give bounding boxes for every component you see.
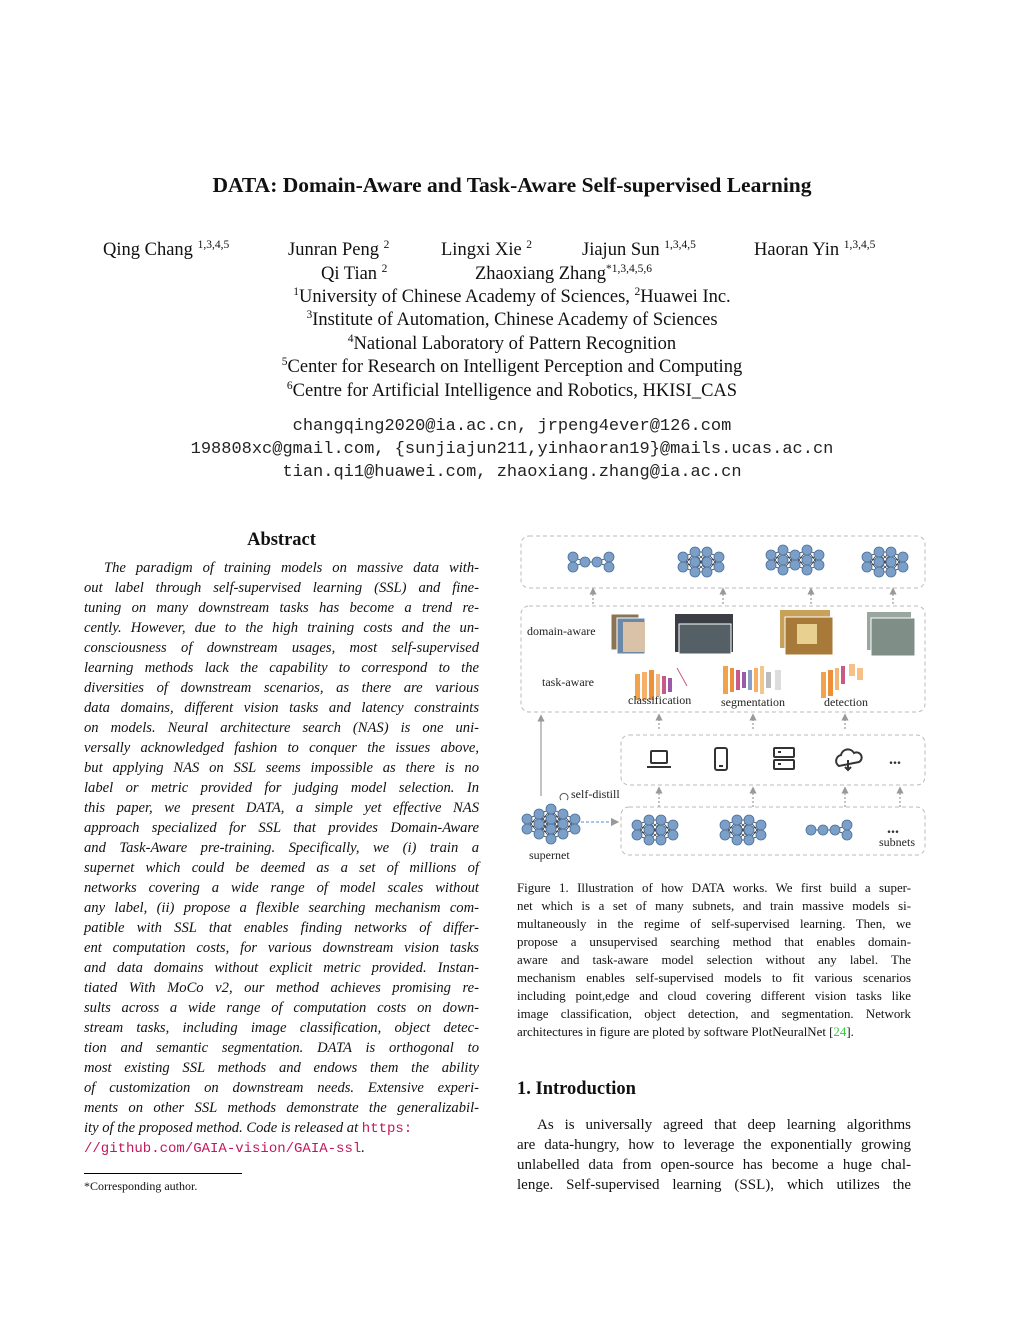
network-node xyxy=(714,552,724,562)
network-node xyxy=(790,560,800,570)
network-node xyxy=(802,545,812,555)
network-node xyxy=(644,825,654,835)
network-node xyxy=(898,552,908,562)
network-node xyxy=(558,819,568,829)
affiliation: $^6$Centre for Artificial Intelligence and Robotics, HKISI_CAS xyxy=(286,379,738,401)
network-node xyxy=(522,824,532,834)
affiliation: $^3$Institute of Automation, Chinese Academy of Sciences xyxy=(306,308,718,330)
domain-images xyxy=(611,610,915,656)
network-node xyxy=(778,555,788,565)
abstract-line: consciousness of downstream usages, most self-supervised xyxy=(84,640,479,656)
network-node xyxy=(668,830,678,840)
abstract-heading: Abstract xyxy=(247,530,316,550)
network-node xyxy=(690,547,700,557)
intro-line: As is universally agreed that deep learning algorithms xyxy=(537,1117,911,1133)
figure-caption xyxy=(517,879,911,1041)
email-line: changqing2020@ia.ac.cn, jrpeng4ever@126.com xyxy=(292,417,732,436)
network-node xyxy=(744,825,754,835)
network-node xyxy=(814,550,824,560)
more-subnets: ... xyxy=(887,820,899,837)
network-node xyxy=(604,562,614,572)
abstract-line: label or metric provided for judging model selection. In xyxy=(84,780,479,796)
network-node xyxy=(522,814,532,824)
abstract-line: stream tasks, including image classification, object detec- xyxy=(84,1020,479,1036)
network-node xyxy=(732,835,742,845)
domain-aware-label: domain-aware xyxy=(527,624,596,638)
caption-text: including point,edge and cloud covering different vision tasks like xyxy=(517,989,911,1003)
email-line: tian.qi1@huawei.com, zhaoxiang.zhang@ia.ac.cn xyxy=(282,463,742,482)
abstract-line: versally acknowledged fashion to conquer the issues above, xyxy=(84,740,479,756)
caption-text: Figure 1. Illustration of how DATA works. We first build a super- xyxy=(517,881,911,895)
supernet-graph xyxy=(522,804,580,844)
network-node xyxy=(802,565,812,575)
server-icon xyxy=(774,748,794,769)
paper-title: DATA: Domain-Aware and Task-Aware Self-supervised Learning xyxy=(212,173,812,197)
network-node xyxy=(790,550,800,560)
section-heading: 1. Introduction xyxy=(517,1079,636,1099)
top-networks xyxy=(568,545,908,577)
network-node xyxy=(702,567,712,577)
network-node xyxy=(806,825,816,835)
abstract-line-text: ity of the proposed method. Code is released at xyxy=(84,1120,359,1136)
subnets-label: subnets xyxy=(879,835,915,849)
network-node xyxy=(886,567,896,577)
network-node xyxy=(690,557,700,567)
network-node xyxy=(874,567,884,577)
network-node xyxy=(874,557,884,567)
affiliation: $^1$University of Chinese Academy of Sciences, $^2$Huawei Inc. xyxy=(293,285,731,307)
classification-label: classification xyxy=(628,693,692,707)
network-node xyxy=(568,552,578,562)
network-node xyxy=(756,830,766,840)
laptop-icon xyxy=(647,751,671,767)
caption-line xyxy=(517,915,911,933)
caption-text: aware and task-aware model selection without any label. The xyxy=(517,953,911,967)
network-node xyxy=(570,824,580,834)
author: Haoran Yin $^{1,3,4,5}$ xyxy=(754,238,876,260)
author: Lingxi Xie $^2$ xyxy=(441,238,533,260)
network-node xyxy=(702,557,712,567)
network-node xyxy=(678,552,688,562)
caption-text: image classification, object detection, and segmentation. Network xyxy=(517,1007,911,1021)
network-node xyxy=(546,804,556,814)
network-node xyxy=(842,830,852,840)
affiliation: $^4$National Laboratory of Pattern Recognition xyxy=(347,332,677,354)
network-node xyxy=(756,820,766,830)
author: Zhaoxiang Zhang$^{*1,3,4,5,6}$ xyxy=(475,262,652,284)
abstract-line: learning methods lack the capability to correspond to the xyxy=(84,660,479,676)
intro-body xyxy=(517,1115,911,1195)
network-node xyxy=(534,809,544,819)
detection-label: detection xyxy=(824,695,868,709)
network-node xyxy=(656,835,666,845)
network-node xyxy=(778,545,788,555)
network-node xyxy=(720,830,730,840)
network-node xyxy=(766,560,776,570)
network-node xyxy=(558,829,568,839)
network-node xyxy=(656,825,666,835)
abstract-line: and Task-Aware pre-training. Specifically, we (i) train a xyxy=(84,840,479,856)
network-node xyxy=(644,835,654,845)
abstract-line xyxy=(84,1118,479,1138)
code-link[interactable]: //github.com/GAIA-vision/GAIA-ssl xyxy=(84,1141,362,1157)
caption-line xyxy=(517,969,911,987)
network-node xyxy=(546,814,556,824)
network-node xyxy=(632,830,642,840)
intro-line: lenge. Self-supervised learning (SSL), which utilizes the xyxy=(517,1177,911,1193)
caption-line xyxy=(517,933,911,951)
abstract-line: tuning on many downstream tasks has become a trend re- xyxy=(84,600,479,616)
phone-icon xyxy=(715,748,727,770)
caption-line xyxy=(517,879,911,897)
caption-text: mechanism enables self-supervised models to fit various scenarios xyxy=(517,971,911,985)
network-node xyxy=(862,562,872,572)
network-node xyxy=(714,562,724,572)
abstract-line xyxy=(84,1138,479,1158)
network-node xyxy=(778,565,788,575)
self-distill-icon xyxy=(560,793,568,800)
network-node xyxy=(802,555,812,565)
abstract-line: patible with SSL that enables finding networks of differ- xyxy=(84,920,479,936)
author: Jiajun Sun $^{1,3,4,5}$ xyxy=(582,238,696,260)
network-node xyxy=(830,825,840,835)
self-distill-label: self-distill xyxy=(571,787,620,801)
abstract-line: but applying NAS on SSL seems impossible as there is no xyxy=(84,760,479,776)
segmentation-label: segmentation xyxy=(721,695,785,709)
caption-line xyxy=(517,987,911,1005)
network-node xyxy=(814,560,824,570)
network-node xyxy=(702,547,712,557)
network-node xyxy=(766,550,776,560)
network-node xyxy=(580,557,590,567)
network-node xyxy=(744,835,754,845)
network-node xyxy=(534,819,544,829)
network-node xyxy=(534,829,544,839)
abstract-line: cently. However, due to the high training costs and the un- xyxy=(84,620,479,636)
cloud-icon xyxy=(836,749,861,770)
network-node xyxy=(632,820,642,830)
email-line: 198808xc@gmail.com, {sunjiajun211,yinhaoran19}@mails.ucas.ac.cn xyxy=(190,440,834,459)
abstract-line-end: . xyxy=(361,1140,365,1156)
caption-line xyxy=(517,951,911,969)
caption-line xyxy=(517,1005,911,1023)
network-node xyxy=(546,824,556,834)
figure-1 xyxy=(515,532,930,864)
abstract-line: of customization on downstream needs. Extensive experi- xyxy=(84,1080,479,1096)
caption-line xyxy=(517,897,911,915)
caption-line xyxy=(517,1023,911,1041)
task-aware-label: task-aware xyxy=(542,675,594,689)
author-row-1 xyxy=(0,240,1024,264)
abstract-line: tion and semantic segmentation. DATA is orthogonal to xyxy=(84,1040,479,1056)
supernet-label: supernet xyxy=(529,848,570,862)
abstract-line: tiated With MoCo v2, our method achieves promising re- xyxy=(84,980,479,996)
network-node xyxy=(546,834,556,844)
caption-text: propose a unsupervised searching method that enables domain- xyxy=(517,935,911,949)
footnote: *Corresponding author. xyxy=(84,1179,198,1193)
abstract-line: this paper, we present DATA, a simple yet effective NAS xyxy=(84,800,479,816)
network-node xyxy=(732,825,742,835)
footnote-rule xyxy=(84,1173,242,1174)
abstract-line: most existing SSL methods and endows them the ability xyxy=(84,1060,479,1076)
bottom-networks xyxy=(632,815,852,845)
author: Junran Peng $^2$ xyxy=(288,238,390,260)
network-node xyxy=(744,815,754,825)
author: Qing Chang $^{1,3,4,5}$ xyxy=(103,238,230,260)
abstract-line: out label through self-supervised learning (SSL) and fine- xyxy=(84,580,479,596)
network-node xyxy=(690,567,700,577)
network-node xyxy=(568,562,578,572)
intro-line: are data-hungry, how to leverage the exponentially growing xyxy=(517,1137,911,1153)
network-node xyxy=(668,820,678,830)
affiliation: $^5$Center for Research on Intelligent Perception and Computing xyxy=(281,355,743,377)
network-node xyxy=(842,820,852,830)
caption-text: net which is a set of many subnets, and train massive models si- xyxy=(517,899,911,913)
caption-end: ]. xyxy=(846,1025,854,1039)
network-node xyxy=(720,820,730,830)
abstract-line: approach specialized for SSL that provides Domain-Aware xyxy=(84,820,479,836)
network-node xyxy=(732,815,742,825)
abstract-line: data domains, different vision tasks and latency constraints xyxy=(84,700,479,716)
abstract-body xyxy=(84,558,479,1158)
abstract-line: ments on other SSL methods demonstrate the generalizabil- xyxy=(84,1100,479,1116)
abstract-line: and data domains without explicit metric provided. Instan- xyxy=(84,960,479,976)
network-node xyxy=(604,552,614,562)
network-node xyxy=(898,562,908,572)
caption-text: architectures in figure are ploted by software PlotNeuralNet [ xyxy=(517,1025,834,1039)
network-node xyxy=(862,552,872,562)
network-node xyxy=(818,825,828,835)
network-node xyxy=(592,557,602,567)
author: Qi Tian $^2$ xyxy=(321,262,388,284)
network-node xyxy=(886,557,896,567)
network-node xyxy=(644,815,654,825)
more-devices: ... xyxy=(889,751,901,768)
network-node xyxy=(874,547,884,557)
network-node xyxy=(656,815,666,825)
network-node xyxy=(558,809,568,819)
abstract-line: supernet which could be deemed as a set of millions of xyxy=(84,860,479,876)
author-row-2 xyxy=(0,264,1024,288)
abstract-line: networks covering a wide range of model scales without xyxy=(84,880,479,896)
network-node xyxy=(678,562,688,572)
abstract-line: The paradigm of training models on massive data with- xyxy=(104,560,479,576)
network-node xyxy=(570,814,580,824)
abstract-line: ent computation costs, for various downstream vision tasks xyxy=(84,940,479,956)
intro-line: unlabelled data from open-source has become a huge chal- xyxy=(517,1157,911,1173)
network-node xyxy=(886,547,896,557)
abstract-line: diversities of downstream scenarios, as there are various xyxy=(84,680,479,696)
abstract-line: on models. Neural architecture search (NAS) is one uni- xyxy=(84,720,479,736)
caption-text: multaneously in the regime of self-supervised learning. Then, we xyxy=(517,917,911,931)
abstract-line: any label, (ii) propose a flexible searching mechanism com- xyxy=(84,900,479,916)
citation-link[interactable]: 24 xyxy=(833,1025,847,1039)
abstract-line: sults across a wide range of computation costs on down- xyxy=(84,1000,479,1016)
code-link[interactable]: https: xyxy=(361,1121,413,1137)
